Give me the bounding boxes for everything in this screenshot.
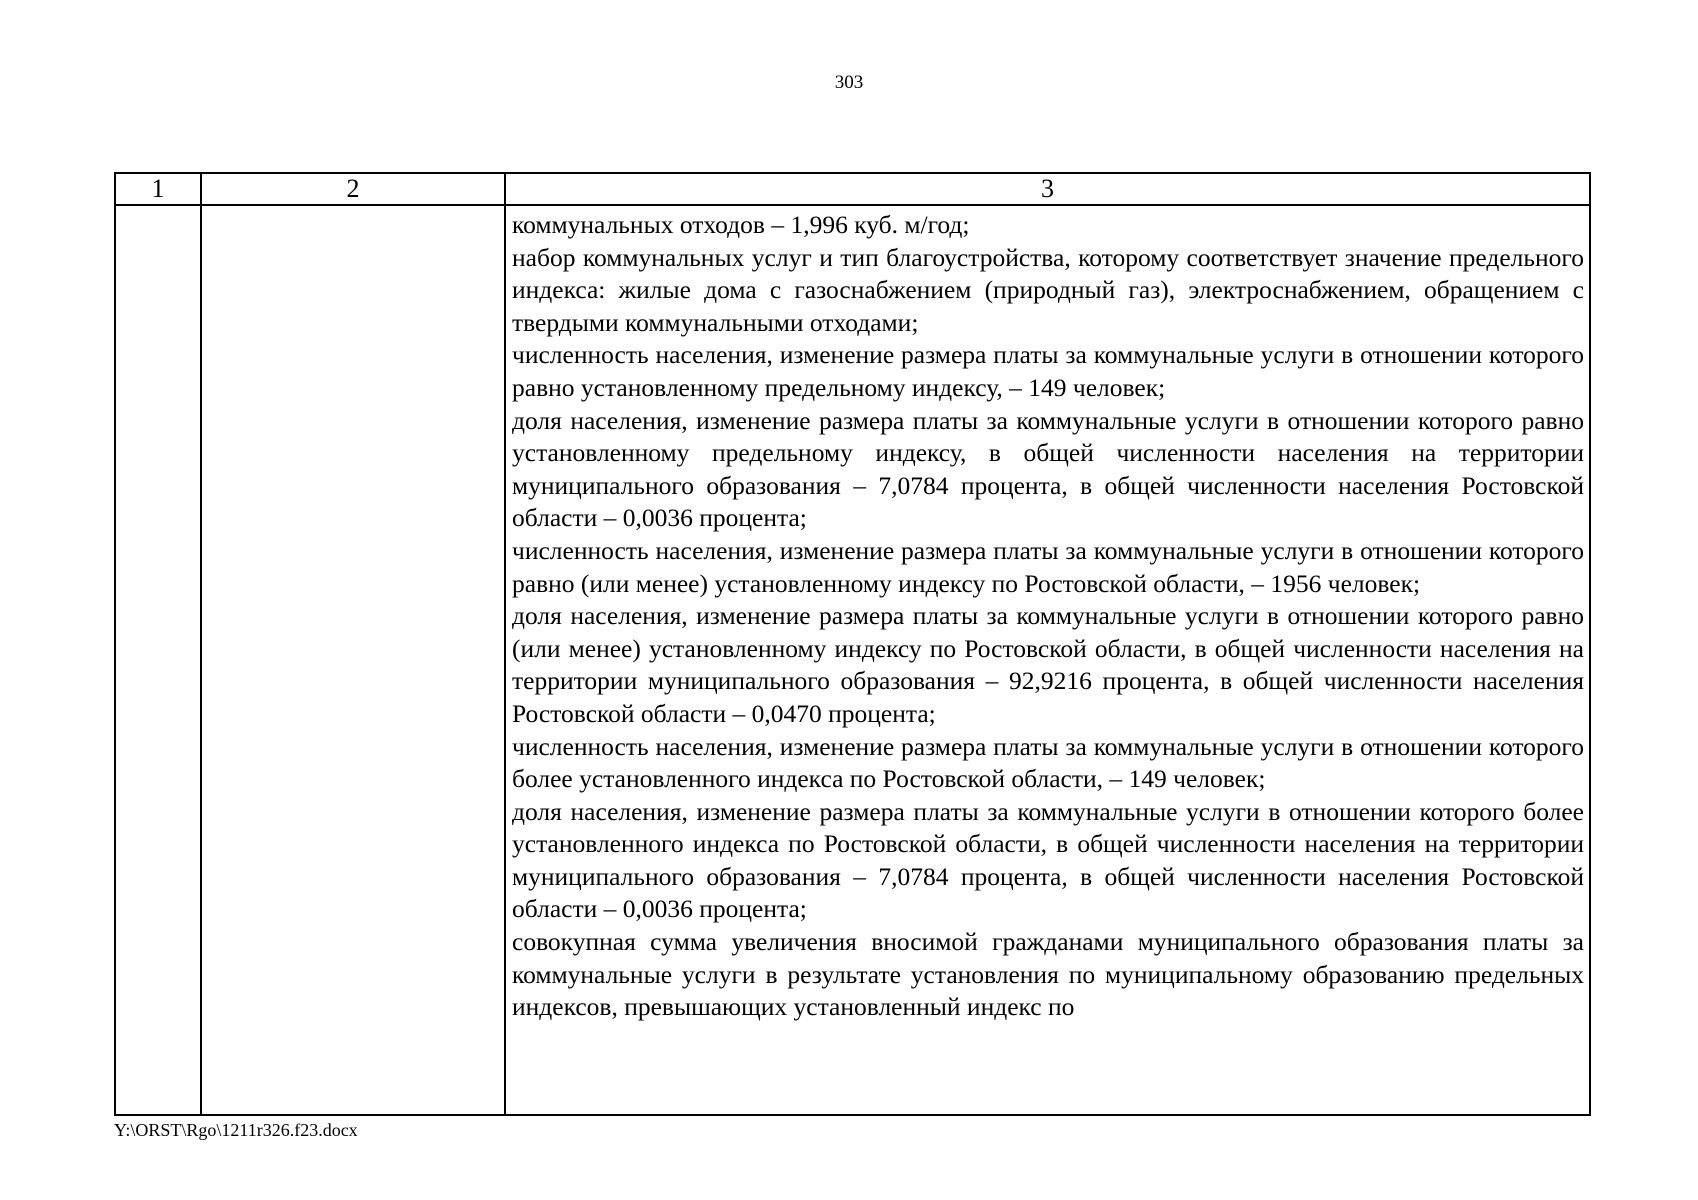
cell-column-3 xyxy=(505,205,1590,1115)
paragraph: численность населения, изменение размера платы за коммунальные услуги в отношении которого равно (или менее) установленному индексу по Ростовской области, – 1956 человек; xyxy=(512,535,1584,598)
column-header-2: 2 xyxy=(201,173,505,205)
paragraph: набор коммунальных услуг и тип благоустройства, которому соответствует значение предельного индекса: жилые дома с газоснабжением (природный газ), электроснабжением, обращением с твердыми коммунальными отходами; xyxy=(512,242,1584,337)
paragraph: совокупная сумма увеличения вносимой гражданами муниципального образования платы за коммунальные услуги в результате установления по муниципальному образованию предельных индексов, превышающих установленный индекс по xyxy=(512,927,1584,1022)
paragraph: численность населения, изменение размера платы за коммунальные услуги в отношении которого более установленного индекса по Ростовской области, – 149 человек; xyxy=(512,731,1584,794)
cell-text xyxy=(506,206,1589,1024)
paragraph: численность населения, изменение размера платы за коммунальные услуги в отношении которого равно установленному предельному индексу, – 149 человек; xyxy=(512,340,1584,402)
cell-column-2 xyxy=(201,205,505,1115)
paragraph: доля населения, изменение размера платы за коммунальные услуги в отношении которого более установленного индекса по Ростовской области, в общей численности населения на территории муниципального образования – 7,0784 процента, в общей численности населения Ростовской области – 0,0036 процента; xyxy=(512,796,1584,924)
paragraph: коммунальных отходов – 1,996 куб. м/год; xyxy=(512,210,970,239)
column-header-1: 1 xyxy=(115,173,201,205)
table-row xyxy=(115,205,1590,1115)
paragraph: доля населения, изменение размера платы за коммунальные услуги в отношении которого равно (или менее) установленному индексу по Ростовской области, в общей численности населения на территории муниципального образования – 92,9216 процента, в общей численности населения Ростовской области – 0,0470 процента; xyxy=(512,601,1584,728)
paragraph: доля населения, изменение размера платы за коммунальные услуги в отношении которого равно установленному предельному индексу, в общей численности населения на территории муниципального образования – 7,0784 процента, в общей численности населения Ростовской области – 0,0036 процента; xyxy=(512,405,1584,533)
table-header-row xyxy=(115,173,1590,205)
column-header-3: 3 xyxy=(505,173,1590,205)
footer-file-path: Y:\ORST\Rgo\1211r326.f23.docx xyxy=(114,1120,358,1140)
document-table xyxy=(114,172,1591,1116)
page-number: 303 xyxy=(834,72,864,93)
cell-column-1 xyxy=(115,205,201,1115)
